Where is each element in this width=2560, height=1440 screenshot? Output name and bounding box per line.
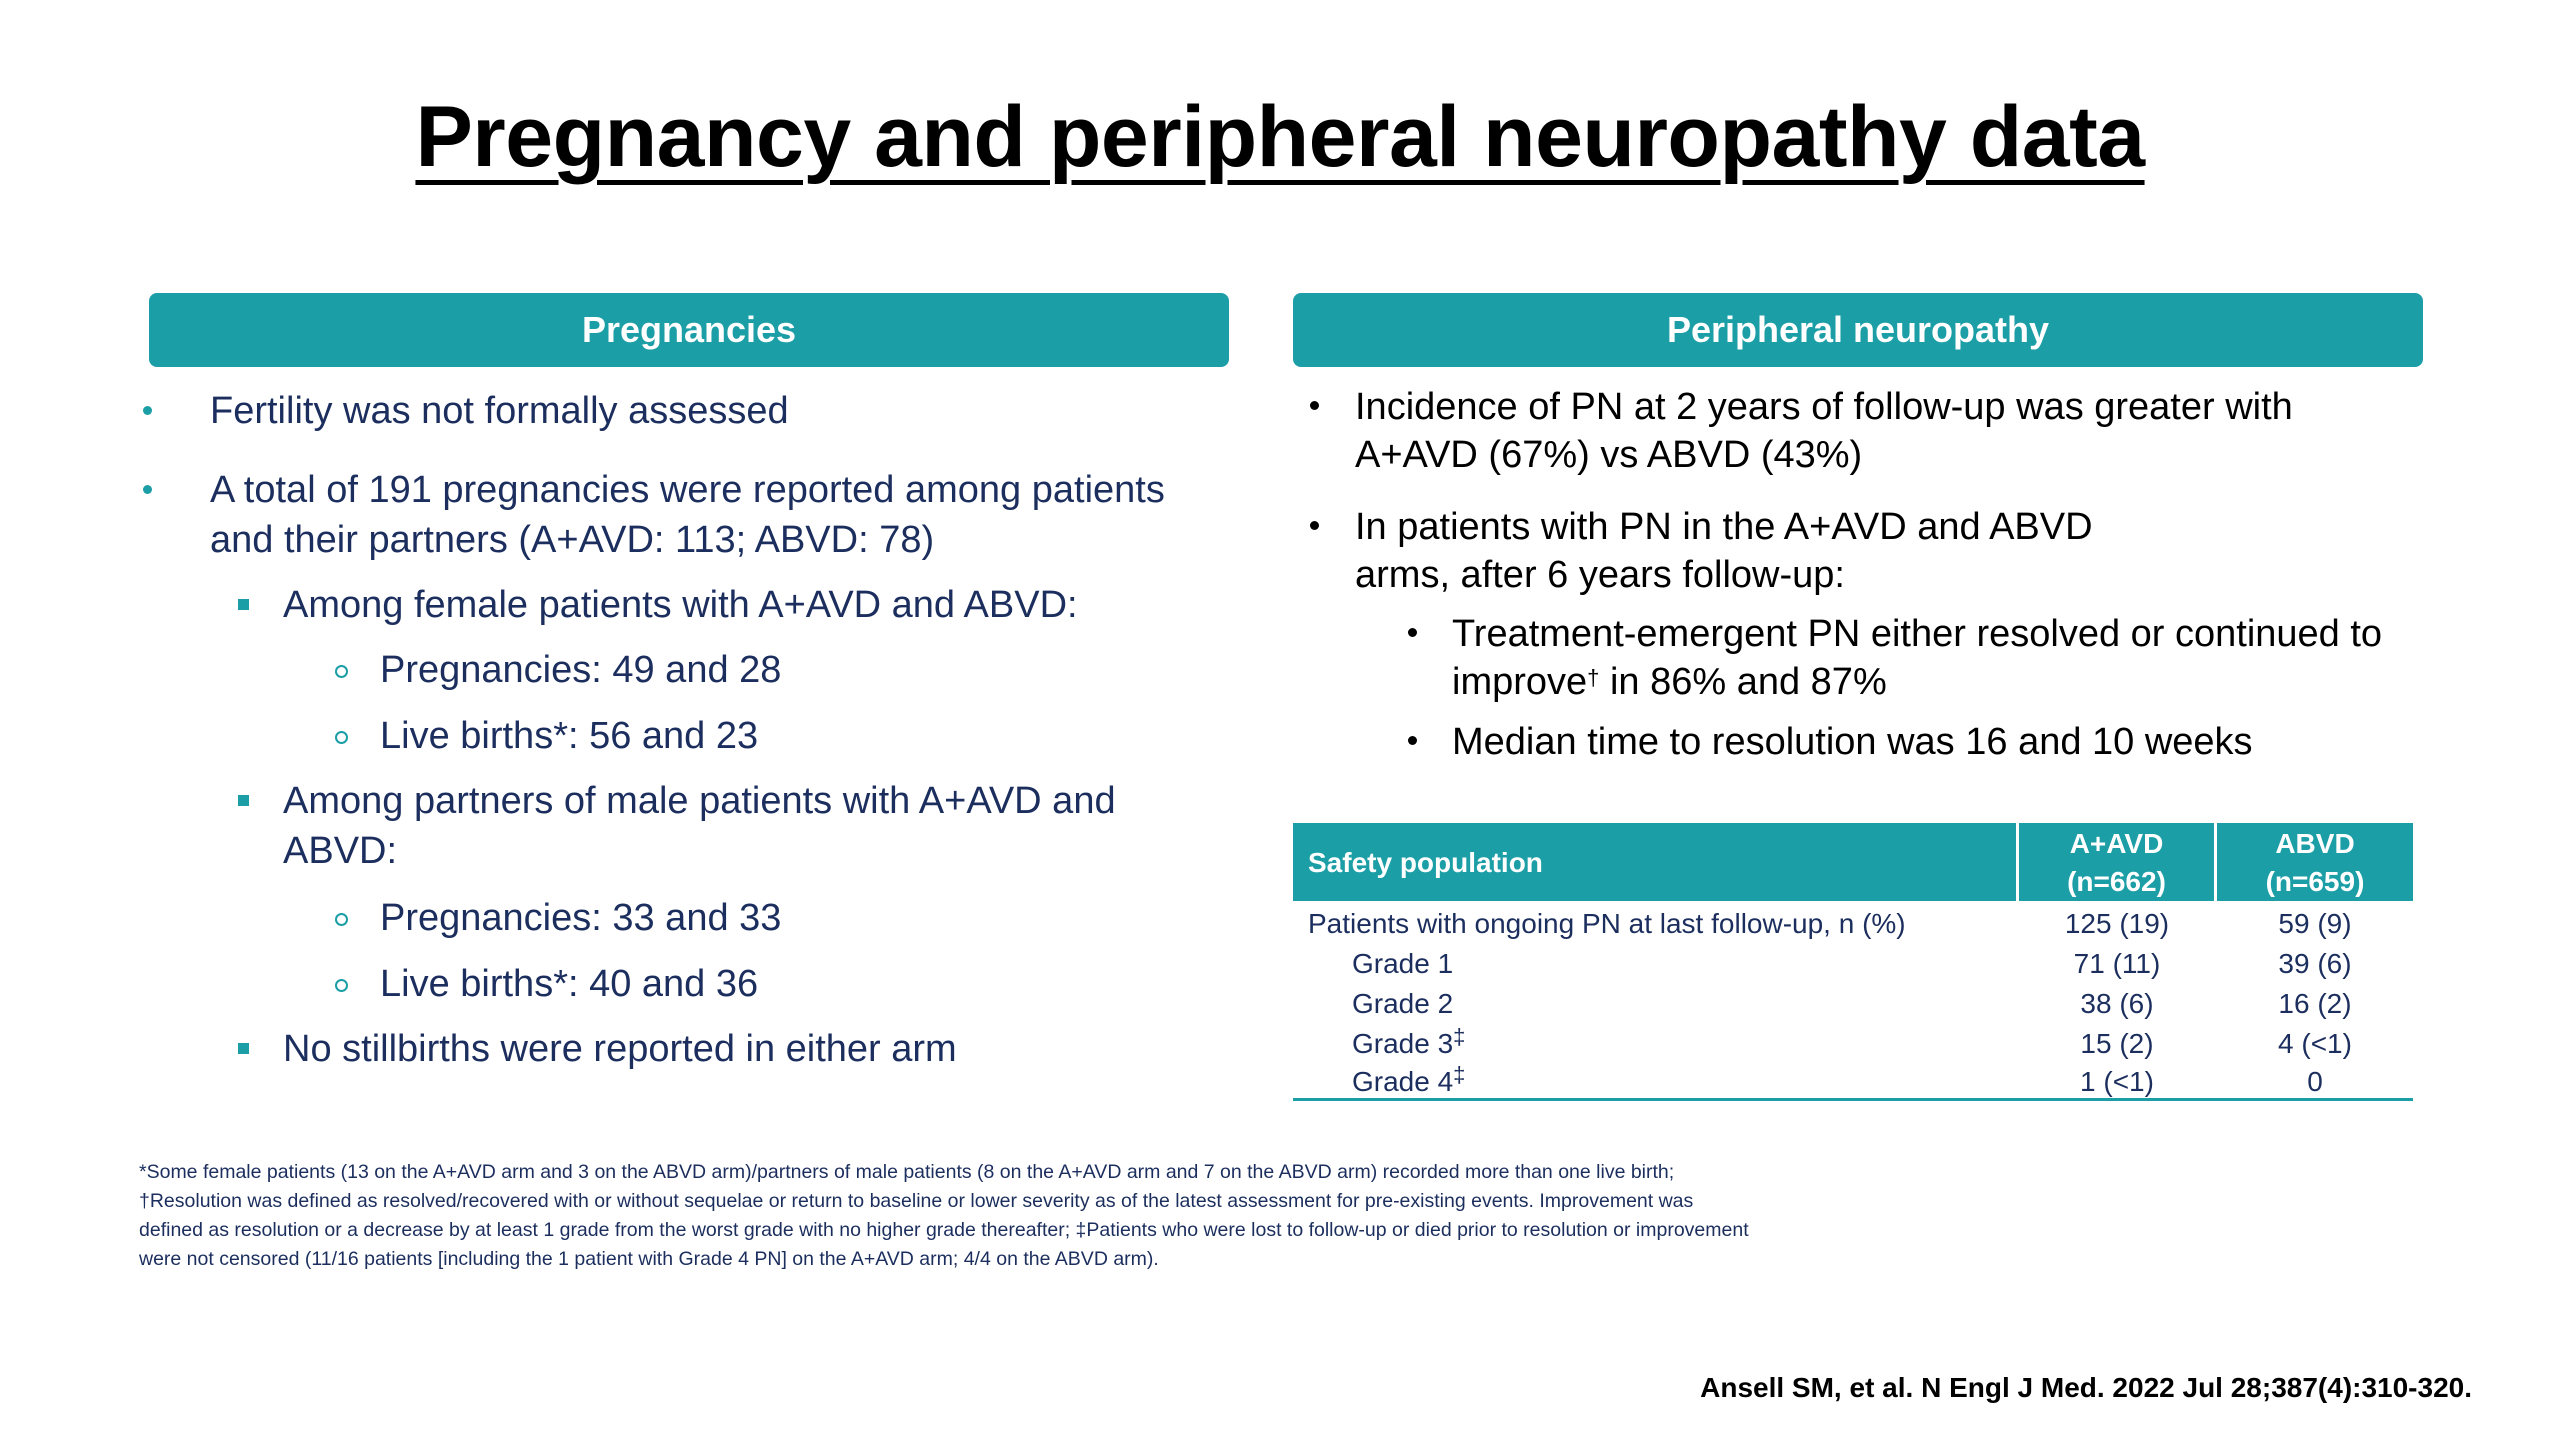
fertility-text: Fertility was not formally assessed [210, 390, 789, 432]
table-cell-a-avd: 38 (6) [2080, 988, 2154, 1019]
total-pregnancies-text-line1: A total of 191 pregnancies were reported among patients [210, 469, 1165, 511]
page-title: Pregnancy and peripheral neuropathy data [415, 89, 2145, 185]
table-cell-abvd: 4 (<1) [2278, 1028, 2352, 1059]
bullet-icon [1310, 521, 1319, 530]
table-row-label: Grade 3‡ [1352, 1024, 1466, 1059]
treatment-emergent-line1: Treatment-emergent PN either resolved or continued to [1452, 613, 2383, 655]
col-a-avd-header: A+AVD (n=662) [2067, 828, 2166, 897]
table-cell-a-avd: 125 (19) [2064, 908, 2170, 939]
pn-patients-line2: arms, after 6 years follow-up: [1355, 554, 1845, 596]
pregnancies-header: Pregnancies [149, 293, 1229, 367]
table-row-label: Grade 4‡ [1352, 1062, 1466, 1097]
partner-live-births-text: Live births*: 40 and 36 [380, 963, 759, 1005]
partners-text-line2: ABVD: [283, 830, 398, 872]
stillbirths-text: No stillbirths were reported in either arm [283, 1028, 957, 1070]
table-cell-abvd: 39 (6) [2278, 948, 2352, 979]
pn-incidence-line1: Incidence of PN at 2 years of follow-up was greater with [1355, 386, 2293, 428]
table-bottom-border [1293, 1098, 2413, 1101]
table-cell-a-avd: 1 (<1) [2080, 1066, 2154, 1097]
partners-text-line1: Among partners of male patients with A+AVD and [283, 780, 1116, 822]
bullet-icon [143, 485, 152, 494]
footnote: *Some female patients (13 on the A+AVD arm and 3 on the ABVD arm)/partners of male patients (8 on the A+AVD arm and 7 on the ABVD arm) recorded more than one live birth; †Resolution was defined as resolved/recovered with or without sequelae or return to baseline or lower severity as of the latest assessment for pre-existing events. Improvement was defined as resolution or a decrease by at least 1 grade from the worst grade with no higher grade thereafter; ‡Patients who were lost to follow-up or died prior to resolution or improvement were not censored (11/16 patients [including the 1 patient with Grade 4 PN] on the A+AVD arm; 4/4 on the ABVD arm). [139, 1161, 1749, 1270]
partner-pregnancies-text: Pregnancies: 33 and 33 [380, 897, 782, 939]
table-row-label: Patients with ongoing PN at last follow-up, n (%) [1308, 908, 1906, 939]
citation: Ansell SM, et al. N Engl J Med. 2022 Jul 28;387(4):310-320. [1700, 1372, 2472, 1403]
female-live-births-text: Live births*: 56 and 23 [380, 715, 759, 757]
square-bullet-icon [238, 795, 249, 806]
circle-bullet-icon [335, 665, 348, 678]
table-cell-abvd: 16 (2) [2278, 988, 2352, 1019]
bullet-icon [143, 406, 152, 415]
square-bullet-icon [238, 1043, 249, 1054]
circle-bullet-icon [335, 979, 348, 992]
circle-bullet-icon [335, 913, 348, 926]
peripheral-neuropathy-header: Peripheral neuropathy [1293, 293, 2423, 367]
table-row-label: Grade 2 [1352, 988, 1454, 1019]
female-patients-text: Among female patients with A+AVD and ABVD: [283, 584, 1078, 626]
pn-patients-line1: In patients with PN in the A+AVD and ABVD [1355, 506, 2093, 548]
bullet-icon [1408, 628, 1417, 637]
col-abvd-header: ABVD (n=659) [2265, 828, 2365, 897]
median-time-text: Median time to resolution was 16 and 10 weeks [1452, 721, 2253, 763]
table-cell-a-avd: 71 (11) [2073, 948, 2161, 979]
table-cell-a-avd: 15 (2) [2080, 1028, 2154, 1059]
female-pregnancies-text: Pregnancies: 49 and 28 [380, 649, 782, 691]
table-row-label: Grade 1 [1352, 948, 1454, 979]
bullet-icon [1408, 736, 1417, 745]
square-bullet-icon [238, 599, 249, 610]
circle-bullet-icon [335, 731, 348, 744]
table-header-label: Safety population [1308, 847, 1543, 878]
pn-incidence-line2: A+AVD (67%) vs ABVD (43%) [1355, 434, 1863, 476]
total-pregnancies-text-line2: and their partners (A+AVD: 113; ABVD: 78) [210, 519, 935, 561]
treatment-emergent-line2: improve† in 86% and 87% [1452, 661, 1887, 703]
table-cell-abvd: 0 [2307, 1066, 2323, 1097]
bullet-icon [1310, 401, 1319, 410]
table-cell-abvd: 59 (9) [2278, 908, 2352, 939]
